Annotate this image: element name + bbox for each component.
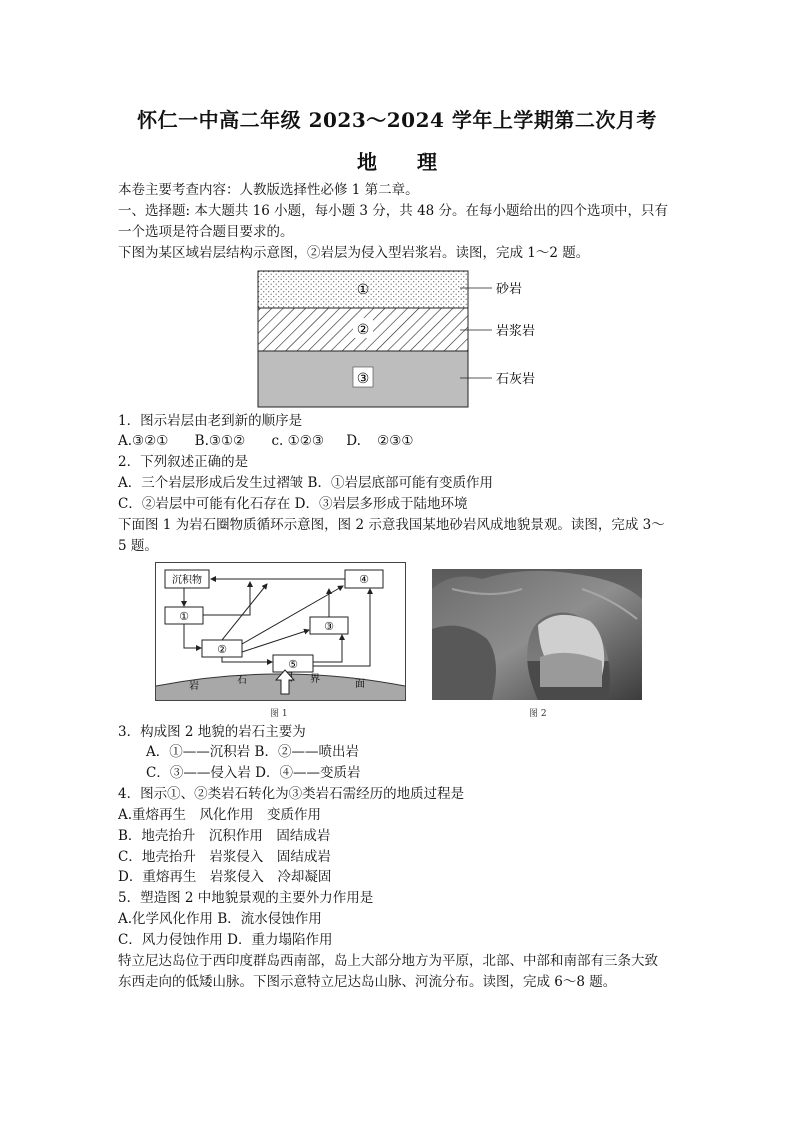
q4-option-a: A.重熔再生 风化作用 变质作用 (118, 807, 322, 823)
q4-stem: 4．图示①、②类岩石转化为③类岩石需经历的地质过程是 (118, 786, 465, 802)
q1-option-c: c. ①②③ (271, 433, 324, 449)
q4-option-d: D．重熔再生 岩浆侵入 冷却凝固 (118, 869, 332, 885)
rock-name-limestone: 石灰岩 (496, 372, 536, 387)
subject-char-1: 地 (357, 150, 377, 174)
q2-stem: 2．下列叙述正确的是 (118, 454, 249, 470)
layer-label-3: ③ (356, 371, 370, 387)
lead-6-8-line2: 东西走向的低矮山脉。下图示意特立尼达岛山脉、河流分布。读图，完成 6～8 题。 (118, 974, 617, 990)
boundary-char-4: 界 (310, 674, 320, 685)
boundary-char-1: 岩 (189, 681, 199, 692)
q1-option-d-value: ②③① (377, 433, 414, 449)
sandstone-arch-photo (432, 569, 642, 700)
layer-label-2: ② (356, 322, 370, 338)
q1-options (118, 431, 413, 452)
q2-options-ab: A．三个岩层形成后发生过褶皱 B．①岩层底部可能有变质作用 (118, 475, 493, 491)
lead-1-2: 下图为某区域岩层结构示意图，②岩层为侵入型岩浆岩。读图，完成 1～2 题。 (118, 245, 590, 261)
q3-options-ab: A．①——沉积岩 B．②——喷出岩 (146, 744, 359, 760)
q5-options-cd: C．风力侵蚀作用 D．重力塌陷作用 (118, 932, 333, 948)
svg-text:⑤: ⑤ (288, 658, 298, 671)
q1-option-d: D. (346, 433, 361, 449)
section-instructions-2: 一个选项是符合题目要求的。 (118, 224, 294, 240)
boundary-char-5: 面 (355, 679, 365, 690)
q3-stem: 3．构成图 2 地貌的岩石主要为 (118, 724, 306, 740)
lead-3-5-line2: 5 题。 (118, 538, 158, 554)
q1-stem: 1．图示岩层由老到新的顺序是 (118, 413, 303, 429)
svg-text:①: ① (179, 610, 189, 623)
q3-options-cd: C．③——侵入岩 D．④——变质岩 (146, 765, 361, 781)
fig1-caption: 图 1 (270, 709, 288, 719)
rock-cycle-figure (155, 562, 407, 702)
q2-options-cd: C．②岩层中可能有化石存在 D．③岩层多形成于陆地环境 (118, 496, 468, 512)
svg-text:②: ② (217, 643, 227, 656)
q5-options-ab: A.化学风化作用 B．流水侵蚀作用 (118, 911, 322, 927)
svg-text:沉积物: 沉积物 (172, 575, 202, 586)
q1-option-a: A.③②① (118, 433, 169, 449)
boundary-char-2: 石 (237, 675, 247, 686)
strata-figure (255, 268, 555, 410)
q1-option-b: B.③①② (194, 433, 246, 449)
fig2-caption: 图 2 (529, 709, 547, 719)
scope-note: 本卷主要考查内容：人教版选择性必修 1 第二章。 (118, 182, 419, 198)
exam-title: 怀仁一中高二年级 2023～2024 学年上学期第二次月考 (137, 108, 657, 132)
subject-char-2: 理 (417, 150, 437, 174)
q5-stem: 5．塑造图 2 中地貌景观的主要外力作用是 (118, 890, 374, 906)
subject-heading (0, 146, 794, 175)
lead-6-8-line1: 特立尼达岛位于西印度群岛西南部，岛上大部分地方为平原，北部、中部和南部有三条大致 (118, 953, 658, 969)
rock-name-sandstone: 砂岩 (496, 282, 523, 297)
svg-text:③: ③ (324, 620, 334, 633)
q4-option-c: C．地壳抬升 岩浆侵入 固结成岩 (118, 849, 331, 865)
section-instructions-1: 一、选择题: 本大题共 16 小题，每小题 3 分，共 48 分。在每小题给出的四个选项中，只有 (118, 203, 669, 219)
svg-text:④: ④ (359, 573, 369, 586)
rock-name-magmatic: 岩浆岩 (496, 324, 536, 339)
layer-label-1: ① (356, 282, 370, 298)
q4-option-b: B．地壳抬升 沉积作用 固结成岩 (118, 828, 331, 844)
lead-3-5-line1: 下面图 1 为岩石圈物质循环示意图，图 2 示意我国某地砂岩风成地貌景观。读图，完成 3～ (118, 517, 665, 533)
